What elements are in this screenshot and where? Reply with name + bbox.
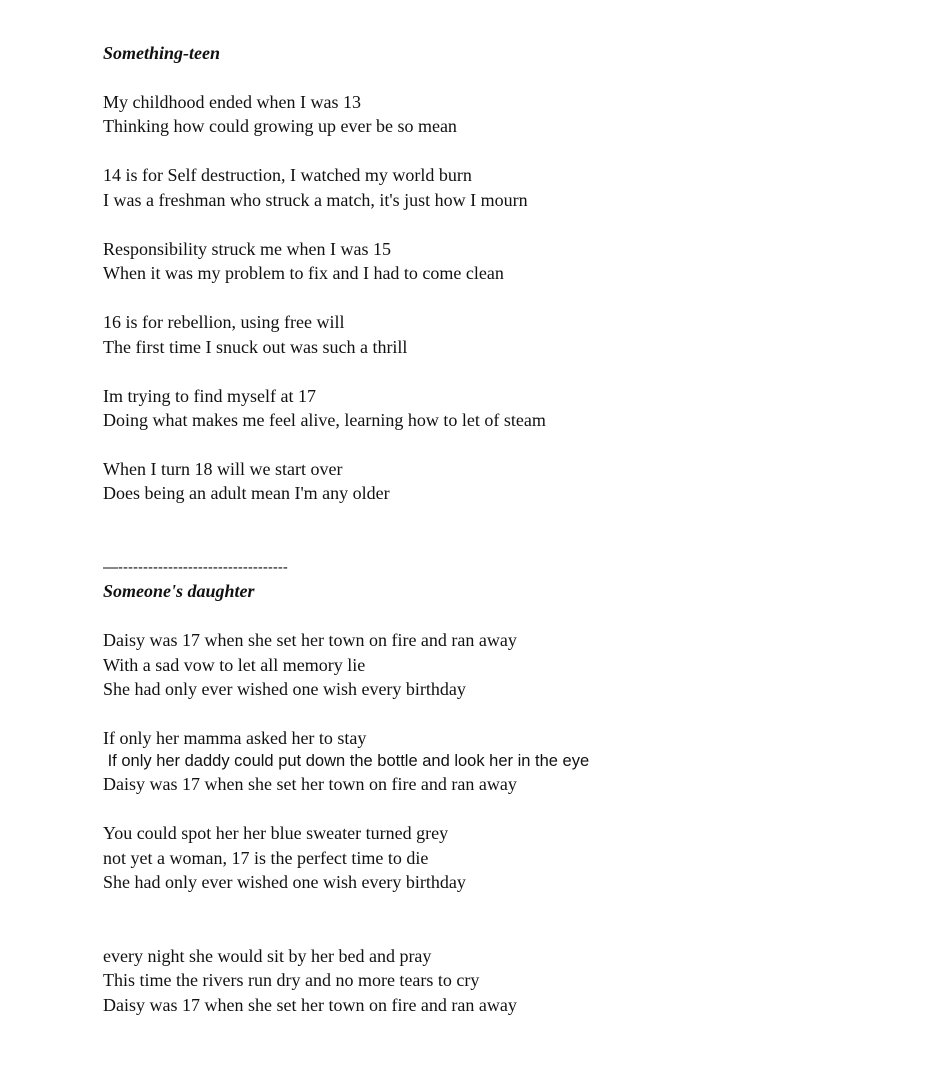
poem1-line: My childhood ended when I was 13: [103, 92, 361, 112]
section-divider: —----------------------------------: [103, 559, 288, 576]
poem1-line: When it was my problem to fix and I had to come clean: [103, 263, 504, 283]
poem2-line: You could spot her her blue sweater turned grey: [103, 823, 449, 843]
poem1-line: Doing what makes me feel alive, learning how to let of steam: [103, 410, 546, 430]
poem1-line: Responsibility struck me when I was 15: [103, 239, 391, 259]
poem2-line: This time the rivers run dry and no more tears to cry: [103, 970, 480, 990]
poem-title-someones-daughter: Someone's daughter: [103, 581, 255, 601]
poem2-line: If only her daddy could put down the bottle and look her in the eye: [103, 752, 590, 770]
poem2-line: If only her mamma asked her to stay: [103, 728, 367, 748]
poem1-line: Thinking how could growing up ever be so mean: [103, 116, 457, 136]
poem2-line: not yet a woman, 17 is the perfect time to die: [103, 848, 429, 868]
poem1-line: Im trying to find myself at 17: [103, 386, 316, 406]
poem2-line: Daisy was 17 when she set her town on fire and ran away: [103, 774, 517, 794]
poem2-line: She had only ever wished one wish every birthday: [103, 679, 466, 699]
poem2-line: Daisy was 17 when she set her town on fire and ran away: [103, 630, 517, 650]
poem1-line: When I turn 18 will we start over: [103, 459, 343, 479]
poem1-line: The first time I snuck out was such a thrill: [103, 337, 408, 357]
poem1-line: Does being an adult mean I'm any older: [103, 483, 390, 503]
poem1-line: I was a freshman who struck a match, it's just how I mourn: [103, 190, 528, 210]
poem2-line: every night she would sit by her bed and pray: [103, 946, 432, 966]
poem2-line: With a sad vow to let all memory lie: [103, 655, 366, 675]
poem-title-something-teen: Something-teen: [103, 43, 221, 63]
poem2-line: Daisy was 17 when she set her town on fire and ran away: [103, 995, 517, 1015]
poem1-line: 14 is for Self destruction, I watched my world burn: [103, 165, 472, 185]
poem1-line: 16 is for rebellion, using free will: [103, 312, 345, 332]
poem2-line: She had only ever wished one wish every birthday: [103, 872, 466, 892]
